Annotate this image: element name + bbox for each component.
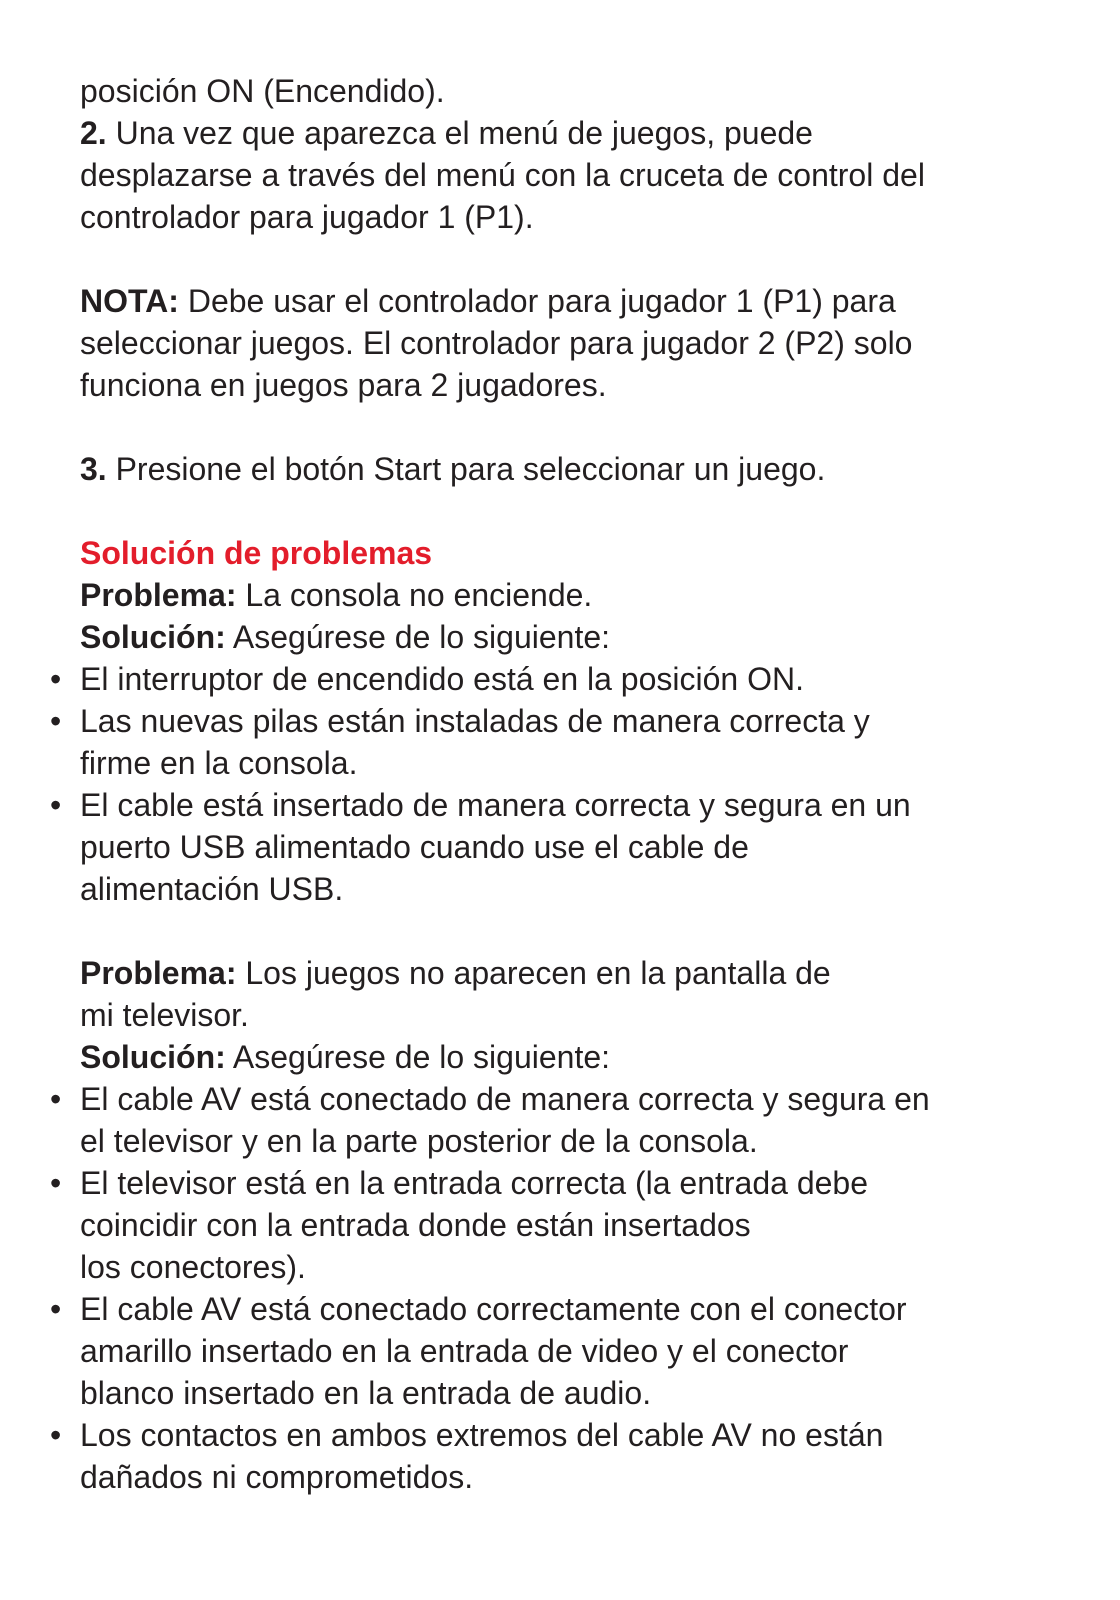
list-item (0, 658, 1120, 700)
list-item (0, 700, 1120, 742)
note-line-1 (0, 280, 1120, 322)
step3-number: 3. (80, 451, 107, 487)
bullet-icon: • (50, 1081, 62, 1117)
spacer (0, 238, 1120, 280)
solution1-label: Solución: (80, 619, 226, 655)
problem1-label: Problema: (80, 577, 237, 613)
solution1-line (0, 616, 1120, 658)
list-item-text: El cable está insertado de manera correcta y segura en un (80, 787, 911, 823)
list-item-continuation: los conectores). (80, 1249, 306, 1285)
manual-page (0, 70, 1120, 1498)
list-item-continuation: amarillo insertado en la entrada de video y el conector (80, 1333, 849, 1369)
problem2-label: Problema: (80, 955, 237, 991)
spacer (0, 910, 1120, 952)
list-item (0, 1078, 1120, 1120)
problem2-line-1 (0, 952, 1120, 994)
list-item-continuation: blanco insertado en la entrada de audio. (80, 1375, 652, 1411)
list-item-text: El cable AV está conectado correctamente con el conector (80, 1291, 907, 1327)
note-label: NOTA: (80, 283, 179, 319)
problem2-line-2: mi televisor. (80, 997, 249, 1033)
step2-line-3: controlador para jugador 1 (P1). (80, 199, 534, 235)
list-item-text: Las nuevas pilas están instaladas de manera correcta y (80, 703, 870, 739)
step2-number: 2. (80, 115, 107, 151)
step3-line (0, 448, 1120, 490)
step2-line-1 (0, 112, 1120, 154)
step2-line-2: desplazarse a través del menú con la cruceta de control del (80, 157, 925, 193)
problem1-text: La consola no enciende. (236, 577, 593, 613)
bullet-icon: • (50, 1291, 62, 1327)
list-item-continuation: alimentación USB. (80, 871, 344, 907)
list-item-continuation: puerto USB alimentado cuando use el cable de (80, 829, 749, 865)
solution2-line (0, 1036, 1120, 1078)
list-item-continuation: firme en la consola. (80, 745, 358, 781)
problem1-line (0, 574, 1120, 616)
spacer (0, 406, 1120, 448)
bullet-icon: • (50, 1417, 62, 1453)
list-item-text: Los contactos en ambos extremos del cable AV no están (80, 1417, 884, 1453)
step2-text: Una vez que aparezca el menú de juegos, puede (106, 115, 813, 151)
list-item-text: El televisor está en la entrada correcta (la entrada debe (80, 1165, 869, 1201)
list-item (0, 1414, 1120, 1456)
spacer (0, 490, 1120, 532)
list-item-text: El interruptor de encendido está en la posición ON. (80, 661, 804, 697)
note-text: Debe usar el controlador para jugador 1 (P1) para (178, 283, 896, 319)
troubleshooting-heading: Solución de problemas (80, 535, 433, 571)
solution1-text: Asegúrese de lo siguiente: (225, 619, 611, 655)
list-item-text: El cable AV está conectado de manera correcta y segura en (80, 1081, 930, 1117)
problem2-text: Los juegos no aparecen en la pantalla de (236, 955, 831, 991)
list-item (0, 1288, 1120, 1330)
solution2-text: Asegúrese de lo siguiente: (225, 1039, 611, 1075)
list-item-continuation: coincidir con la entrada donde están insertados (80, 1207, 751, 1243)
note-line-2: seleccionar juegos. El controlador para jugador 2 (P2) solo (80, 325, 913, 361)
list-item (0, 1162, 1120, 1204)
bullet-icon: • (50, 1165, 62, 1201)
bullet-icon: • (50, 661, 62, 697)
step1-tail: posición ON (Encendido). (80, 73, 445, 109)
list-item-continuation: el televisor y en la parte posterior de la consola. (80, 1123, 758, 1159)
solution2-label: Solución: (80, 1039, 226, 1075)
step3-text: Presione el botón Start para seleccionar un juego. (106, 451, 826, 487)
note-line-3: funciona en juegos para 2 jugadores. (80, 367, 607, 403)
bullet-icon: • (50, 703, 62, 739)
bullet-icon: • (50, 787, 62, 823)
list-item (0, 784, 1120, 826)
list-item-continuation: dañados ni comprometidos. (80, 1459, 474, 1495)
